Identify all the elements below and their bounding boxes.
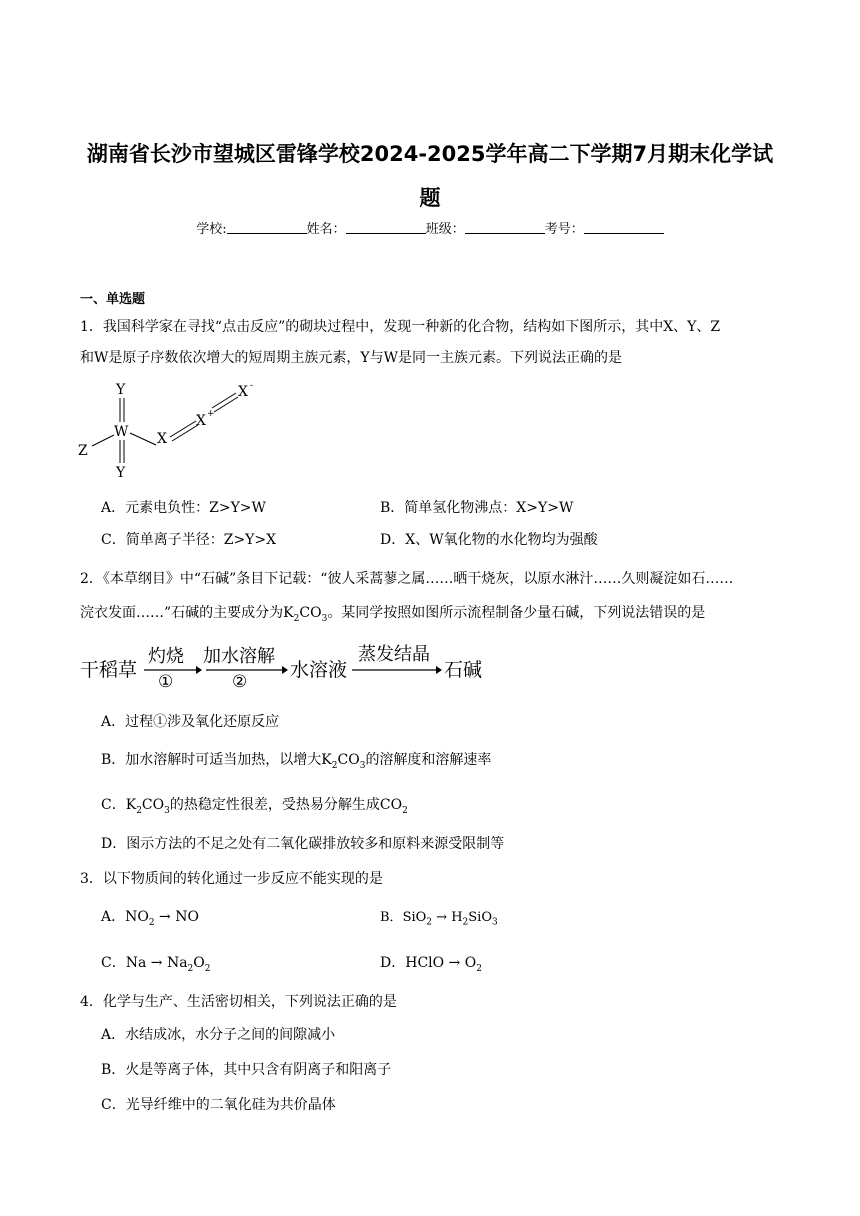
q2-option-b[interactable]: B．加水溶解时可适当加热，以增大$K_2CO_3$的溶解度和溶解速率: [101, 752, 492, 771]
q2-flow-diagram: [80, 638, 500, 698]
q1-stem-line1: 1．我国科学家在寻找“点击反应”的砌块过程中，发现一种新的化合物，结构如下图所示，其中X、Y、Z: [80, 319, 721, 335]
q4-option-a[interactable]: A．水结成冰，水分子之间的间隙减小: [101, 1027, 336, 1043]
flow-middle: 水溶液: [290, 659, 348, 681]
flow-step2-number: ②: [232, 672, 248, 692]
q4-stem: 4．化学与生产、生活密切相关，下列说法正确的是: [80, 994, 397, 1010]
q3-option-a[interactable]: A．$NO_2$ → NO: [101, 909, 199, 928]
flow-end: 石碱: [444, 659, 483, 681]
section-heading: 一、单选题: [80, 292, 146, 307]
q3-option-d[interactable]: D．HClO → $O_2$: [380, 955, 482, 974]
q2-option-c[interactable]: C．$K_2CO_3$的热稳定性很差，受热易分解生成$CO_2$: [101, 797, 408, 816]
q1-stem-line2: 和W是原子序数依次增大的短周期主族元素，Y与W是同一主族元素。下列说法正确的是: [80, 350, 623, 366]
q2-stem-line1: 2．《本草纲目》中“石碱”条目下记载：“彼人采蒿蓼之属……晒干烧灰，以原水淋汁……久则凝淀如石……: [80, 571, 734, 587]
page-title-line1: 湖南省长沙市望城区雷锋学校2024-2025学年高二下学期7月期末化学试: [86, 142, 774, 166]
name-blank[interactable]: [346, 221, 426, 234]
q3-option-b[interactable]: B．$SiO_2 \to H_2SiO_3$: [380, 910, 498, 928]
page-title-line2: 题: [419, 186, 441, 210]
school-label: 学校:: [196, 222, 227, 237]
q3-stem: 3．以下物质间的转化通过一步反应不能实现的是: [80, 871, 383, 887]
student-info: [0, 218, 860, 237]
atom-y-bottom: Y: [116, 465, 126, 481]
atom-x: X: [157, 431, 167, 447]
charge-plus: +: [207, 409, 215, 419]
flow-step2-label: 加水溶解: [203, 646, 275, 667]
charge-minus: -: [250, 381, 254, 391]
atom-y-top: Y: [116, 382, 126, 398]
q1-option-d[interactable]: D．X、W氧化物的水化物均为强酸: [380, 532, 598, 548]
flow-step1-label: 灼烧: [148, 646, 184, 667]
atom-x-plus: X: [196, 413, 206, 429]
flow-start: 干稻草: [80, 659, 138, 681]
atom-x-minus: X: [238, 384, 248, 400]
class-blank[interactable]: [465, 221, 545, 234]
q1-option-c[interactable]: C．简单离子半径：Z>Y>X: [101, 532, 277, 548]
q2-option-a[interactable]: A．过程①涉及氧化还原反应: [101, 714, 280, 730]
school-blank[interactable]: [227, 221, 307, 234]
exam-no-blank[interactable]: [584, 221, 664, 234]
atom-z: Z: [78, 443, 88, 459]
flow-step3-label: 蒸发结晶: [358, 644, 430, 665]
q4-option-b[interactable]: B．火是等离子体，其中只含有阴离子和阳离子: [101, 1062, 392, 1078]
exam-no-label: 考号：: [544, 222, 584, 237]
q2-option-d[interactable]: D．图示方法的不足之处有二氧化碳排放较多和原料来源受限制等: [101, 836, 505, 852]
name-label: 姓名：: [306, 222, 346, 237]
q2-stem-line2: 浣衣发面……”石碱的主要成分为$K_2CO_3$。某同学按照如图所示流程制备少量石碱，下列说法错误的是: [80, 605, 706, 624]
flow-step1-number: ①: [158, 672, 174, 692]
q1-option-b[interactable]: B．简单氢化物沸点：X>Y>W: [380, 500, 574, 516]
class-label: 班级：: [425, 222, 465, 237]
atom-w: W: [114, 424, 129, 440]
q4-option-c[interactable]: C．光导纤维中的二氧化硅为共价晶体: [101, 1097, 336, 1113]
flow-arrow-3: [350, 665, 442, 675]
q1-option-a[interactable]: A．元素电负性：Z>Y>W: [101, 500, 266, 516]
q3-option-c[interactable]: C．$Na \to Na_2O_2$: [101, 955, 211, 974]
q1-structure-diagram: [70, 378, 270, 488]
